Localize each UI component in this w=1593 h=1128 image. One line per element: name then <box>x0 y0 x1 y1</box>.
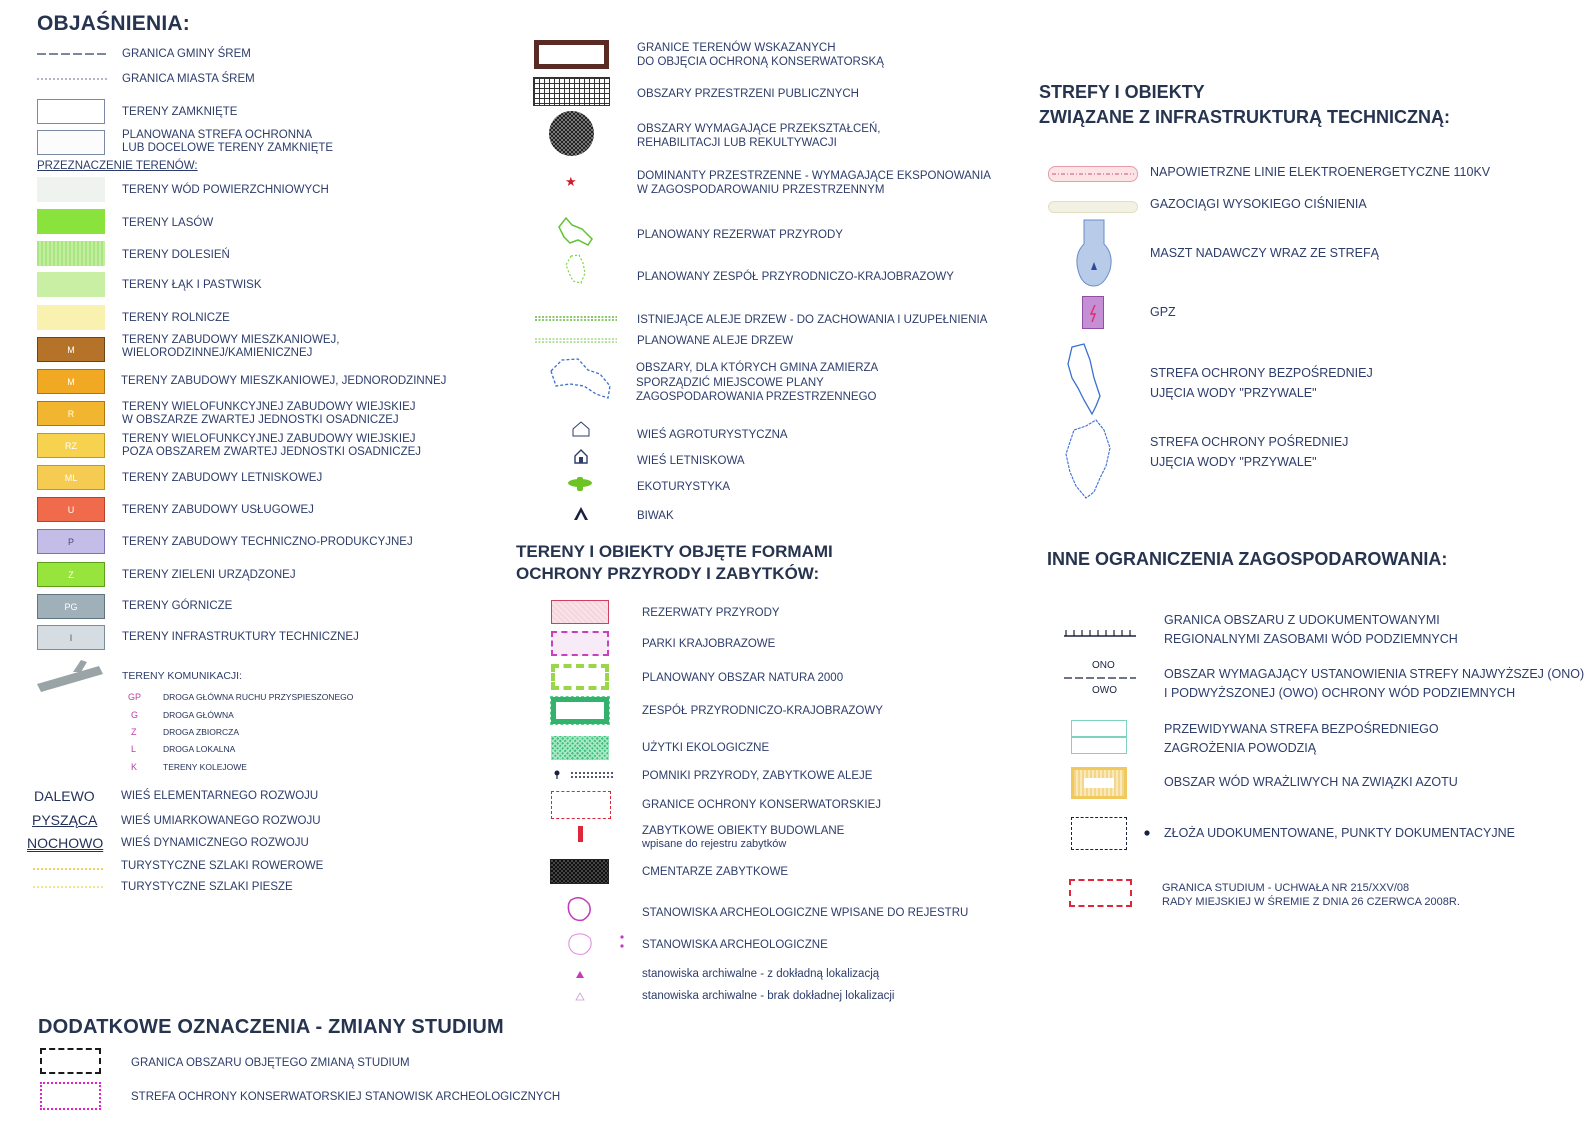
other-label: GRANICA OBSZARU Z UDOKUMENTOWANYMI REGIONALNYMI ZASOBAMI WÓD PODZIEMNYCH <box>1164 613 1458 646</box>
other-label: GRANICA STUDIUM - UCHWAŁA NR 215/XXV/08 RADY MIEJSKIEJ W ŚREMIE Z DNIA 26 CZERWCA 2008R. <box>1162 882 1460 908</box>
land-use-swatch-rural-outside: RZ <box>37 433 105 458</box>
closed-area-label: TERENY ZAMKNIĘTE <box>122 106 238 118</box>
other-label: ZŁOŻA UDOKUMENTOWANE, PUNKTY DOKUMENTACYJNE <box>1164 826 1515 840</box>
agritourism-house-icon <box>571 420 593 438</box>
nature-item-label: stanowiska archiwalne - brak dokładnej lokalizacji <box>642 990 895 1002</box>
nature-item-label: stanowiska archiwalne - z dokładną lokalizacją <box>642 968 880 980</box>
deposit-area-swatch <box>1071 817 1127 850</box>
land-use-label: TERENY ZABUDOWY USŁUGOWEJ <box>122 504 314 516</box>
other-label: PRZEWIDYWANA STREFA BEZPOŚREDNIEGO ZAGROŻENIA POWODZIĄ <box>1164 722 1439 755</box>
power-line-symbol <box>1048 166 1138 182</box>
bike-trail-label: TURYSTYCZNE SZLAKI ROWEROWE <box>121 860 324 872</box>
rehabilitation-area-swatch <box>549 111 594 156</box>
conservation-proposal-swatch <box>534 40 609 69</box>
nature-item-label: POMNIKI PRZYRODY, ZABYTKOWE ALEJE <box>642 770 873 782</box>
land-use-swatch-production: P <box>37 529 105 554</box>
land-use-swatch-green: Z <box>37 562 105 587</box>
nature-item-label: ZABYTKOWE OBIEKTY BUDOWLANE wpisane do rejestru zabytków <box>642 825 845 850</box>
land-use-swatch-dolesie <box>37 241 105 266</box>
middle-item-label: WIEŚ AGROTURYSTYCZNA <box>637 429 788 441</box>
nature-item-label: STANOWISKA ARCHEOLOGICZNE <box>642 939 828 951</box>
documentation-point-icon <box>1143 829 1151 837</box>
bottom-item-label: STREFA OCHRONY KONSERWATORSKIEJ STANOWISK ARCHEOLOGICZNYCH <box>131 1091 561 1103</box>
commune-boundary-line <box>37 52 107 56</box>
land-use-subheading: PRZEZNACZENIE TERENÓW: <box>37 160 198 172</box>
city-boundary-line <box>37 77 107 81</box>
flood-zone-swatch <box>1071 720 1127 754</box>
nature-item-label: UŻYTKI EKOLOGICZNE <box>642 742 770 754</box>
nature-reserve-swatch <box>551 600 609 624</box>
nature-item-label: CMENTARZE ZABYTKOWE <box>642 866 789 878</box>
planned-landscape-complex-icon <box>563 253 593 287</box>
village-label: WIEŚ ELEMENTARNEGO ROZWOJU <box>121 790 319 802</box>
existing-alley-line <box>535 315 617 321</box>
land-use-label: TERENY GÓRNICZE <box>122 600 233 612</box>
lightning-icon <box>1083 297 1105 330</box>
middle-item-label: OBSZARY PRZESTRZENI PUBLICZNYCH <box>637 88 859 100</box>
land-use-label: TERENY ZABUDOWY MIESZKANIOWEJ, WIELORODZINNEJ/KAMIENICZNEJ <box>122 334 340 359</box>
other-restrictions-heading: INNE OGRANICZENIA ZAGOSPODAROWANIA: <box>1047 549 1448 569</box>
land-use-swatch-agri <box>37 305 105 330</box>
bottom-item-label: GRANICA OBSZARU OBJĘTEGO ZMIANĄ STUDIUM <box>131 1057 410 1069</box>
nitrate-zone-swatch <box>1071 767 1127 799</box>
infra-heading: STREFY I OBIEKTY ZWIĄZANE Z INFRASTRUKTURĄ TECHNICZNĄ: <box>1039 82 1450 127</box>
middle-item-label: ISTNIEJĄCE ALEJE DRZEW - DO ZACHOWANIA I UZUPEŁNIENIA <box>637 314 988 326</box>
land-use-label: TERENY LASÓW <box>122 217 214 229</box>
infra-label: GPZ <box>1150 305 1176 319</box>
protective-zone-swatch <box>37 130 105 155</box>
study-boundary-swatch <box>1069 879 1132 907</box>
land-use-swatch-water <box>37 177 105 202</box>
study-change-boundary-swatch <box>40 1048 101 1074</box>
nature-item-label: ZESPÓŁ PRZYRODNICZO-KRAJOBRAZOWY <box>642 705 883 717</box>
public-space-swatch <box>533 77 610 106</box>
planned-alley-line <box>535 337 617 343</box>
nature-item-label: GRANICE OCHRONY KONSERWATORSKIEJ <box>642 799 881 811</box>
closed-area-swatch <box>37 99 105 124</box>
local-plan-area-icon <box>548 356 618 401</box>
land-use-swatch-mining: PG <box>37 594 105 619</box>
land-use-label: TERENY ROLNICZE <box>122 312 230 324</box>
archaeo-protection-zone-swatch <box>40 1082 101 1110</box>
road-symbol-icon <box>37 658 107 694</box>
land-use-label: TERENY ZABUDOWY MIESZKANIOWEJ, JEDNORODZINNEJ <box>121 375 447 387</box>
land-use-swatch-meadow <box>37 272 105 297</box>
land-use-swatch-services: U <box>37 497 105 522</box>
road-list <box>128 688 353 775</box>
historic-building-icon <box>577 826 585 842</box>
middle-item-label: GRANICE TERENÓW WSKAZANYCH DO OBJĘCIA OCHRONĄ KONSERWATORSKĄ <box>637 42 884 68</box>
landscape-complex-swatch <box>551 697 609 724</box>
infra-label: STREFA OCHRONY POŚREDNIEJ UJĘCIA WODY "PRZYWALE" <box>1150 435 1349 469</box>
land-use-label: TERENY WIELOFUNKCYJNEJ ZABUDOWY WIEJSKIEJ POZA OBSZAREM ZWARTEJ JEDNOSTKI OSADNICZEJ <box>122 433 422 458</box>
other-label: OBSZAR WÓD WRAŻLIWYCH NA ZWIĄZKI AZOTU <box>1164 775 1458 789</box>
nature-item-label: REZERWATY PRZYRODY <box>642 607 780 619</box>
walking-trail-line <box>33 885 103 889</box>
infra-label: NAPOWIETRZNE LINIE ELEKTROENERGETYCZNE 110KV <box>1150 165 1491 179</box>
middle-item-label: WIEŚ LETNISKOWA <box>637 455 745 467</box>
archaeological-site-icon <box>566 932 630 958</box>
archive-site-exact-icon <box>576 971 584 979</box>
middle-item-label: BIWAK <box>637 510 674 522</box>
planned-reserve-icon <box>556 215 596 249</box>
landscape-park-swatch <box>551 631 609 656</box>
land-use-swatch-single-family: M <box>37 369 105 394</box>
village-name-pyszaca: PYSZĄCA <box>32 812 98 828</box>
land-use-swatch-forest <box>37 209 105 234</box>
protective-zone-label: PLANOWANA STREFA OCHRONNA LUB DOCELOWE TERENY ZAMKNIĘTE <box>122 129 334 154</box>
nature-item-label: STANOWISKA ARCHEOLOGICZNE WPISANE DO REJESTRU <box>642 907 969 919</box>
direct-protection-zone-icon <box>1064 344 1104 416</box>
ono-owo-line <box>1064 675 1136 681</box>
ecotourism-icon <box>567 475 595 493</box>
land-use-swatch-infrastructure: I <box>37 625 105 650</box>
road-item: GP DROGA GŁÓWNA RUCHU PRZYSPIESZONEGO <box>128 692 354 702</box>
nature-item-label: PARKI KRAJOBRAZOWE <box>642 638 776 650</box>
ecological-use-swatch <box>551 736 609 760</box>
middle-item-label: OBSZARY, DLA KTÓRYCH GMINA ZAMIERZA SPORZĄDZIĆ MIEJSCOWE PLANY ZAGOSPODAROWANIA PRZESTRZENNEGO <box>636 362 879 403</box>
land-use-label: TERENY WÓD POWIERZCHNIOWYCH <box>122 184 329 196</box>
transmitter-mast-icon <box>1074 218 1114 290</box>
archive-site-approx-icon <box>576 993 584 1001</box>
nature-heading: TERENY I OBIEKTY OBJĘTE FORMAMI OCHRONY PRZYRODY I ZABYTKÓW: <box>516 542 833 583</box>
middle-item-label: PLANOWANE ALEJE DRZEW <box>637 335 794 347</box>
nature-item-label: PLANOWANY OBSZAR NATURA 2000 <box>642 672 844 684</box>
infra-label: MASZT NADAWCZY WRAZ ZE STREFĄ <box>1150 246 1379 260</box>
land-use-swatch-multi-family: M <box>37 337 105 362</box>
land-use-label: TERENY ZABUDOWY TECHNICZNO-PRODUKCYJNEJ <box>122 536 413 548</box>
middle-item-label: PLANOWANY ZESPÓŁ PRZYRODNICZO-KRAJOBRAZOWY <box>637 271 954 283</box>
village-label: WIEŚ DYNAMICZNEGO ROZWOJU <box>121 837 309 849</box>
land-use-swatch-rural-compact: R <box>37 401 105 426</box>
middle-item-label: OBSZARY WYMAGAJĄCE PRZEKSZTAŁCEŃ, REHABILITACJI LUB REKULTYWACJI <box>637 123 881 149</box>
middle-item-label: DOMINANTY PRZESTRZENNE - WYMAGAJĄCE EKSPONOWANIA W ZAGOSPODAROWANIU PRZESTRZENNYM <box>637 170 991 196</box>
summer-village-house-icon <box>574 449 590 465</box>
village-name-nochowo: NOCHOWO <box>27 835 104 851</box>
middle-item-label: EKOTURYSTYKA <box>637 481 731 493</box>
land-use-label: TERENY WIELOFUNKCYJNEJ ZABUDOWY WIEJSKIEJ W OBSZARZE ZWARTEJ JEDNOSTKI OSADNICZEJ <box>122 401 416 426</box>
dominant-star-icon: ★ <box>565 174 577 189</box>
walking-trail-label: TURYSTYCZNE SZLAKI PIESZE <box>121 881 293 893</box>
gpz-swatch <box>1082 296 1104 329</box>
land-use-label: TERENY ZABUDOWY LETNISKOWEJ <box>122 472 323 484</box>
ono-tag: ONO <box>1092 660 1115 671</box>
land-use-label: TERENY ZIELENI URZĄDZONEJ <box>122 569 296 581</box>
land-use-label: TERENY INFRASTRUKTURY TECHNICZNEJ <box>122 631 359 643</box>
transport-label: TERENY KOMUNIKACJI: <box>122 670 242 682</box>
registered-archaeological-site-icon <box>565 896 595 924</box>
road-item: K TERENY KOLEJOWE <box>131 761 247 772</box>
road-item: Z DROGA ZBIORCZA <box>131 726 240 737</box>
other-label: OBSZAR WYMAGAJĄCY USTANOWIENIA STREFY NAJWYŻSZEJ (ONO) I PODWYŻSZONEJ (OWO) OCHRONY WÓD PODZIEMNYCH <box>1164 667 1585 700</box>
infra-label: STREFA OCHRONY BEZPOŚREDNIEJ UJĘCIA WODY "PRZYWALE" <box>1150 366 1373 400</box>
city-boundary-label: GRANICA MIASTA ŚREM <box>122 73 255 85</box>
land-use-label: TERENY DOLESIEŃ <box>122 249 230 261</box>
bike-trail-line <box>33 867 103 871</box>
legend-title: OBJAŚNIENIA: <box>37 12 190 35</box>
groundwater-boundary-line <box>1064 628 1136 638</box>
gas-pipeline-symbol <box>1048 201 1138 213</box>
land-use-label: TERENY ŁĄK I PASTWISK <box>122 279 262 291</box>
road-item: G DROGA GŁÓWNA <box>131 709 234 720</box>
conservation-boundary-swatch <box>551 791 611 819</box>
owo-tag: OWO <box>1092 685 1117 696</box>
middle-item-label: PLANOWANY REZERWAT PRZYRODY <box>637 229 843 241</box>
village-name-dalewo: DALEWO <box>34 788 95 804</box>
additional-heading: DODATKOWE OZNACZENIA - ZMIANY STUDIUM <box>38 1016 504 1038</box>
natura-2000-swatch <box>551 664 609 690</box>
village-label: WIEŚ UMIARKOWANEGO ROZWOJU <box>121 815 321 827</box>
commune-boundary-label: GRANICA GMINY ŚREM <box>122 48 251 60</box>
historic-cemetery-swatch <box>550 859 609 884</box>
land-use-swatch-summer: ML <box>37 465 105 490</box>
indirect-protection-zone-icon <box>1066 420 1116 500</box>
road-item: L DROGA LOKALNA <box>131 744 236 754</box>
infra-label: GAZOCIĄGI WYSOKIEGO CIŚNIENIA <box>1150 197 1367 211</box>
bivouac-tent-icon <box>573 506 591 522</box>
nature-monument-icon <box>553 770 613 780</box>
